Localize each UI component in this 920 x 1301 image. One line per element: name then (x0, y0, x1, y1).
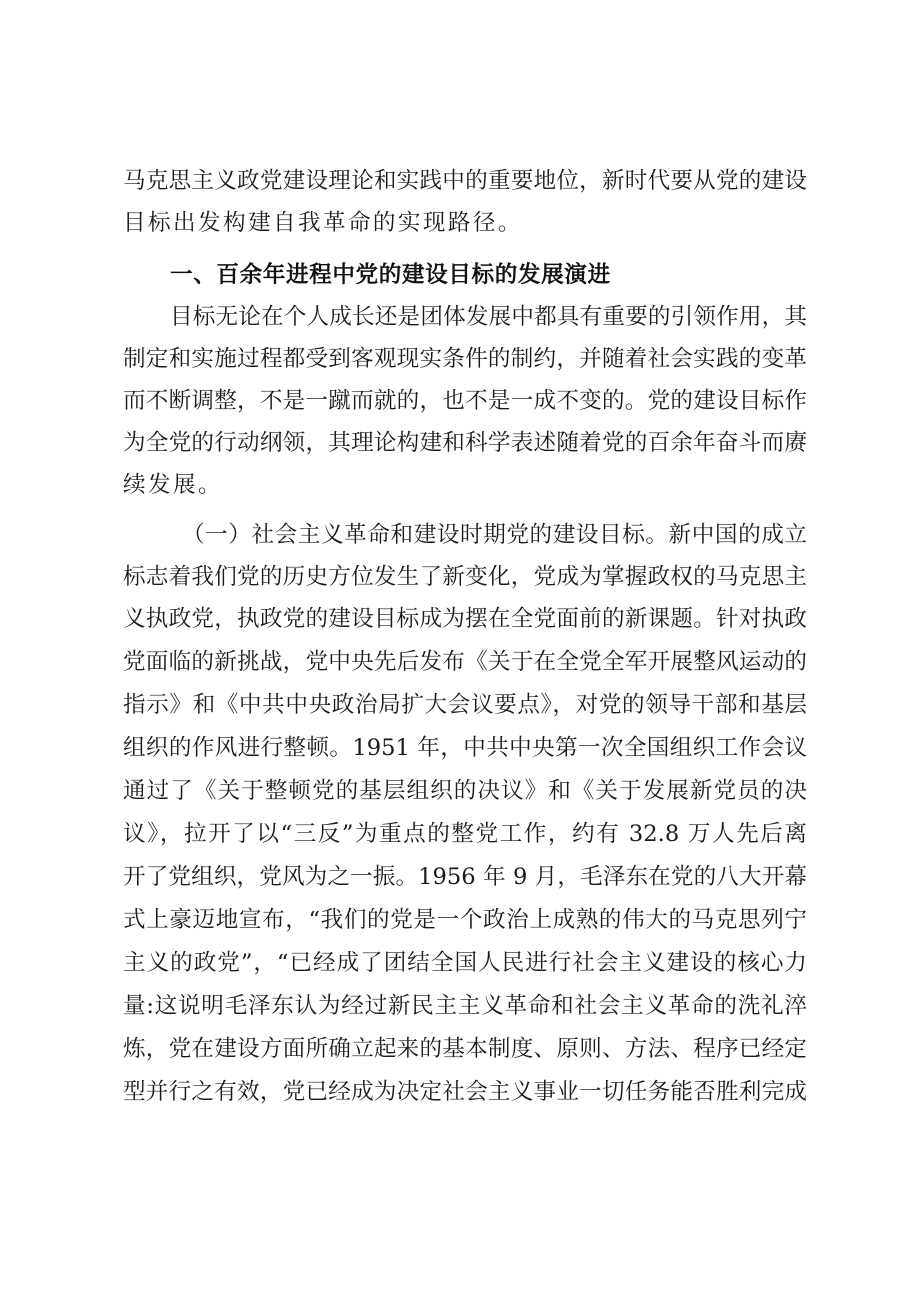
paragraph-2-line-12: 量:这说明毛泽东认为经过新民主主义革命和社会主义革命的洗礼淬 (123, 993, 807, 1019)
paragraph-2-line-11: 主义的政党”，“已经成了团结全国人民进行社会主义建设的核心力 (123, 950, 807, 976)
paragraph-2-line-14: 型并行之有效，党已经成为决定社会主义事业一切任务能否胜利完成 (123, 1079, 807, 1105)
paragraph-2-line-10: 式上豪迈地宣布，“我们的党是一个政治上成熟的伟大的马克思列宁 (123, 907, 807, 933)
paragraph-2-line-4: 党面临的新挑战，党中央先后发布《关于在全党全军开展整风运动的 (123, 649, 807, 675)
paragraph-1-line-1: 目标无论在个人成长还是团体发展中都具有重要的引领作用，其 (170, 304, 807, 330)
paragraph-1-line-3: 而不断调整，不是一蹴而就的，也不是一成不变的。党的建设目标作 (123, 388, 807, 414)
paragraph-2-line-5: 指示》和《中共中央政治局扩大会议要点》，对党的领导干部和基层 (123, 692, 807, 718)
paragraph-2-line-2: 标志着我们党的历史方位发生了新变化，党成为掌握政权的马克思主 (123, 564, 807, 590)
paragraph-2-line-13: 炼，党在建设方面所确立起来的基本制度、原则、方法、程序已经定 (123, 1036, 807, 1062)
paragraph-2-line-1: （一）社会主义革命和建设时期党的建设目标。新中国的成立 (182, 522, 807, 548)
intro-line-1: 马克思主义政党建设理论和实践中的重要地位，新时代要从党的建设 (123, 168, 807, 194)
paragraph-2-line-6: 组织的作风进行整顿。1951 年，中共中央第一次全国组织工作会议 (123, 735, 807, 761)
intro-line-2: 目标出发构建自我革命的实现路径。 (123, 210, 523, 236)
paragraph-2-line-7: 通过了《关于整顿党的基层组织的决议》和《关于发展新党员的决 (123, 778, 807, 804)
section-heading: 一、百余年进程中党的建设目标的发展演进 (170, 262, 611, 288)
paragraph-2-line-3: 义执政党，执政党的建设目标成为摆在全党面前的新课题。针对执政 (123, 606, 807, 632)
paragraph-1-line-5: 续发展。 (123, 472, 223, 498)
paragraph-2-line-9: 开了党组织，党风为之一振。1956 年 9 月，毛泽东在党的八大开幕 (123, 864, 807, 890)
paragraph-1-line-2: 制定和实施过程都受到客观现实条件的制约，并随着社会实践的变革 (123, 346, 807, 372)
paragraph-1-line-4: 为全党的行动纲领，其理论构建和科学表述随着党的百余年奋斗而赓 (123, 430, 807, 456)
paragraph-2-line-8: 议》，拉开了以“三反”为重点的整党工作，约有 32.8 万人先后离 (123, 821, 807, 847)
